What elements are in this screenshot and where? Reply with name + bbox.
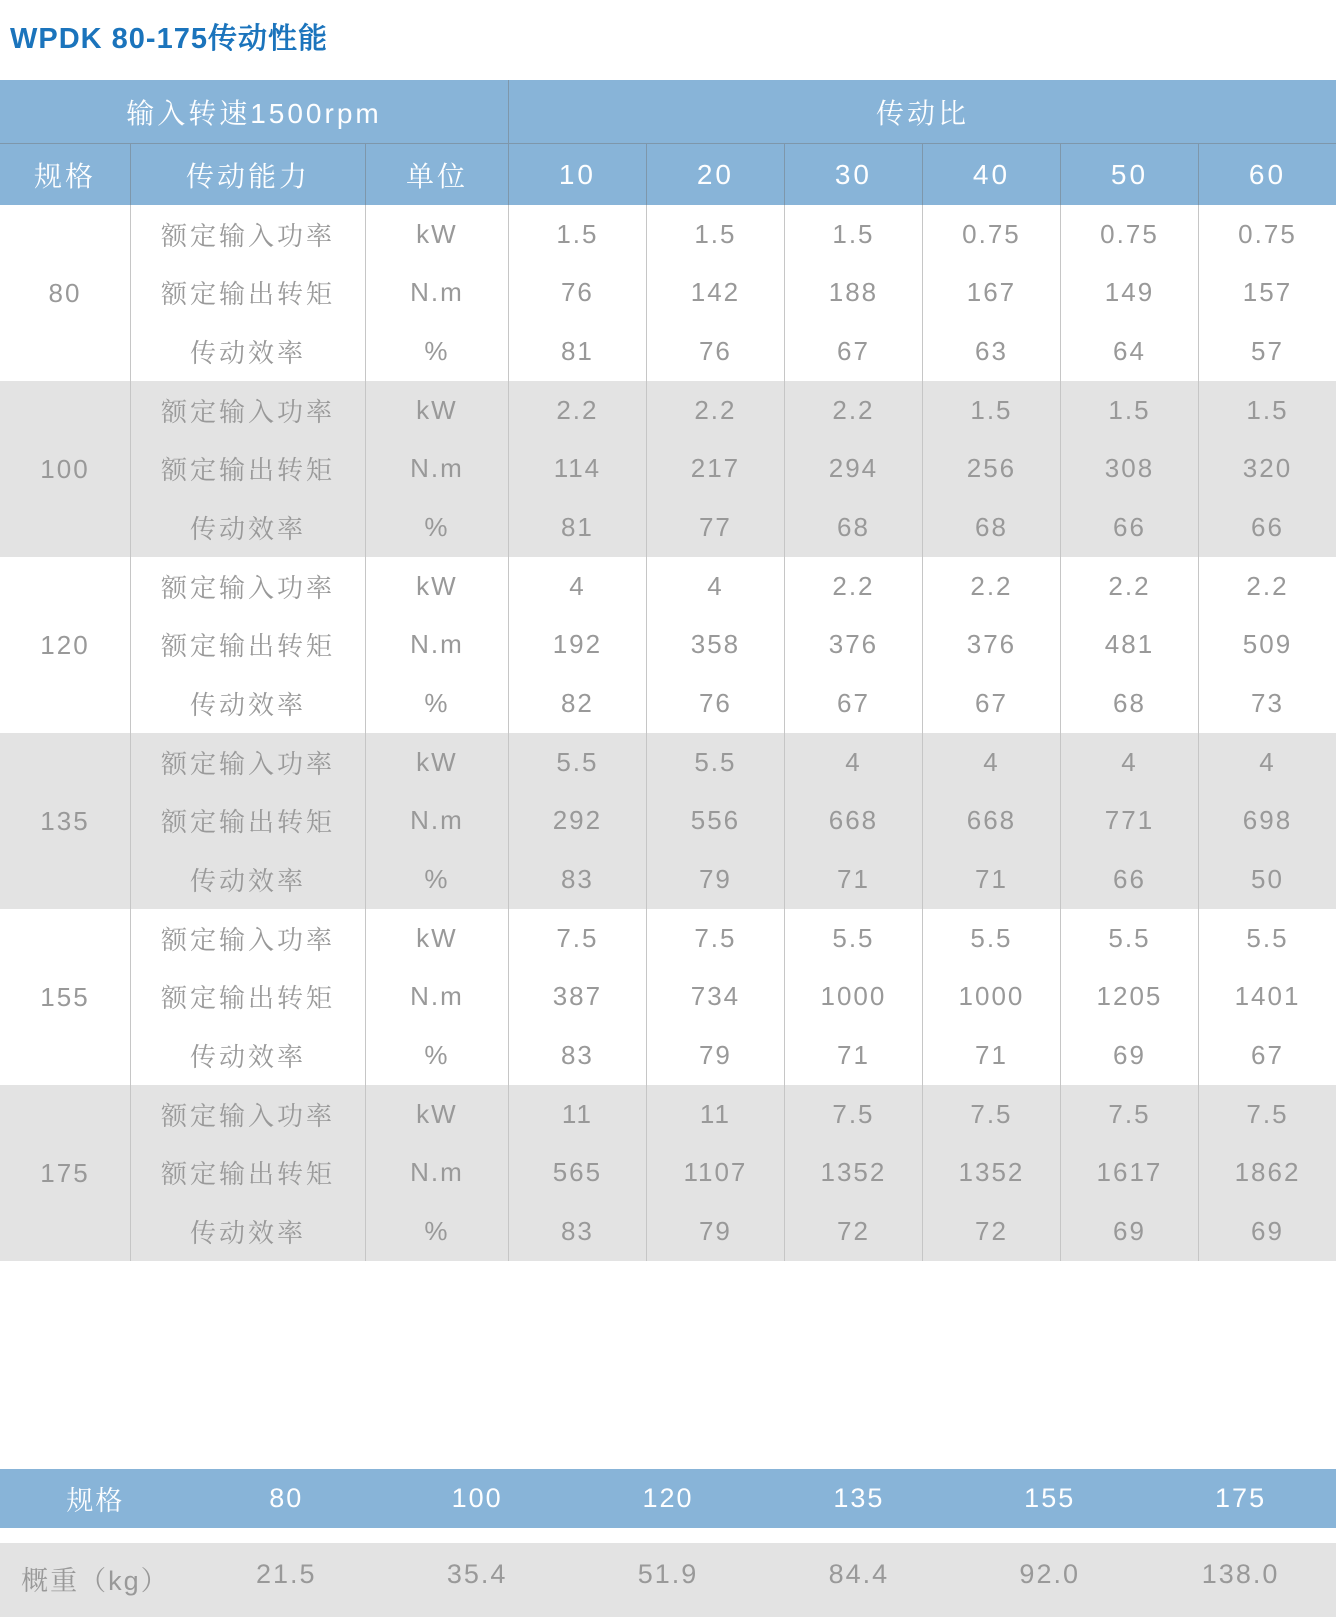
value-cell: 66	[1060, 498, 1198, 557]
unit-cell: N.m	[365, 616, 508, 675]
value-cell: 83	[508, 850, 646, 909]
row-label-input-power: 额定输入功率	[130, 1085, 365, 1144]
value-cell: 66	[1198, 498, 1336, 557]
value-cell: 11	[508, 1085, 646, 1144]
value-cell: 69	[1198, 1202, 1336, 1261]
value-cell: 1.5	[508, 205, 646, 264]
value-cell: 79	[646, 1026, 784, 1085]
unit-cell: N.m	[365, 1144, 508, 1203]
spec-number: 120	[40, 629, 90, 660]
value-cell: 67	[784, 322, 922, 381]
value-cell: 0.75	[922, 205, 1060, 264]
unit-cell: N.m	[365, 440, 508, 499]
value-cell: 64	[1060, 322, 1198, 381]
value-cell: 1352	[922, 1144, 1060, 1203]
value-cell: 1.5	[646, 205, 784, 264]
row-label-input-power: 额定输入功率	[130, 557, 365, 616]
row-label-efficiency: 传动效率	[130, 850, 365, 909]
ratio-header-40: 40	[922, 144, 1060, 205]
value-cell: 7.5	[1198, 1085, 1336, 1144]
ratio-group-header: 传动比	[508, 80, 1336, 144]
row-label-output-torque: 额定输出转矩	[130, 968, 365, 1027]
weight-spec-175: 175	[1215, 1483, 1267, 1513]
value-cell: 2.2	[784, 381, 922, 440]
value-cell: 4	[508, 557, 646, 616]
spec-number: 80	[48, 277, 82, 308]
value-cell: 565	[508, 1144, 646, 1203]
ratio-header-30: 30	[784, 144, 922, 205]
unit-cell: kW	[365, 1085, 508, 1144]
value-cell: 292	[508, 792, 646, 851]
weight-value-155: 92.0	[1019, 1559, 1080, 1589]
spec-block-135	[0, 733, 1336, 909]
value-cell: 734	[646, 968, 784, 1027]
value-cell: 294	[784, 440, 922, 499]
spec-block-80	[0, 205, 1336, 381]
value-cell: 71	[922, 1026, 1060, 1085]
ratio-header-20: 20	[646, 144, 784, 205]
row-label-output-torque: 额定输出转矩	[130, 440, 365, 499]
value-cell: 7.5	[1060, 1085, 1198, 1144]
row-label-output-torque: 额定输出转矩	[130, 792, 365, 851]
spec-block-155	[0, 909, 1336, 1085]
row-label-efficiency: 传动效率	[130, 322, 365, 381]
row-label-efficiency: 传动效率	[130, 1026, 365, 1085]
spec-block-100	[0, 381, 1336, 557]
value-cell: 142	[646, 264, 784, 323]
row-label-input-power: 额定输入功率	[130, 381, 365, 440]
weight-spec-80: 80	[269, 1483, 304, 1513]
unit-cell: %	[365, 1026, 508, 1085]
value-cell: 4	[1198, 733, 1336, 792]
value-cell: 71	[784, 850, 922, 909]
value-cell: 481	[1060, 616, 1198, 675]
value-cell: 167	[922, 264, 1060, 323]
value-cell: 76	[508, 264, 646, 323]
value-cell: 7.5	[784, 1085, 922, 1144]
value-cell: 1617	[1060, 1144, 1198, 1203]
value-cell: 5.5	[1198, 909, 1336, 968]
value-cell: 82	[508, 674, 646, 733]
unit-cell: kW	[365, 205, 508, 264]
value-cell: 50	[1198, 850, 1336, 909]
value-cell: 81	[508, 322, 646, 381]
value-cell: 4	[784, 733, 922, 792]
page-title: WPDK 80-175传动性能	[10, 23, 328, 55]
value-cell: 668	[922, 792, 1060, 851]
value-cell: 79	[646, 850, 784, 909]
weight-table	[0, 1469, 1336, 1617]
unit-cell: %	[365, 498, 508, 557]
spec-col-header: 规格	[33, 160, 96, 192]
spec-number: 100	[40, 453, 90, 484]
value-cell: 256	[922, 440, 1060, 499]
value-cell: 66	[1060, 850, 1198, 909]
weight-spec-100: 100	[451, 1483, 503, 1513]
value-cell: 0.75	[1198, 205, 1336, 264]
value-cell: 308	[1060, 440, 1198, 499]
value-cell: 157	[1198, 264, 1336, 323]
weight-spec-120: 120	[642, 1483, 694, 1513]
value-cell: 2.2	[784, 557, 922, 616]
value-cell: 376	[922, 616, 1060, 675]
value-cell: 1000	[922, 968, 1060, 1027]
value-cell: 771	[1060, 792, 1198, 851]
value-cell: 7.5	[646, 909, 784, 968]
value-cell: 77	[646, 498, 784, 557]
value-cell: 320	[1198, 440, 1336, 499]
weight-value-80: 21.5	[255, 1559, 317, 1589]
value-cell: 2.2	[1198, 557, 1336, 616]
value-cell: 1352	[784, 1144, 922, 1203]
weight-value-120: 51.9	[637, 1559, 699, 1589]
weight-value-135: 84.4	[828, 1559, 890, 1589]
value-cell: 71	[922, 850, 1060, 909]
value-cell: 76	[646, 674, 784, 733]
value-cell: 1205	[1060, 968, 1198, 1027]
row-label-output-torque: 额定输出转矩	[130, 616, 365, 675]
value-cell: 71	[784, 1026, 922, 1085]
unit-col-header: 单位	[365, 144, 508, 205]
value-cell: 5.5	[646, 733, 784, 792]
unit-cell: %	[365, 322, 508, 381]
value-cell: 1401	[1198, 968, 1336, 1027]
value-cell: 1.5	[784, 205, 922, 264]
weight-row-label: 概重（kg）	[21, 1566, 170, 1596]
row-label-input-power: 额定输入功率	[130, 909, 365, 968]
value-cell: 73	[1198, 674, 1336, 733]
value-cell: 1.5	[1060, 381, 1198, 440]
unit-cell: kW	[365, 557, 508, 616]
value-cell: 5.5	[508, 733, 646, 792]
value-cell: 556	[646, 792, 784, 851]
value-cell: 67	[922, 674, 1060, 733]
value-cell: 63	[922, 322, 1060, 381]
value-cell: 68	[1060, 674, 1198, 733]
value-cell: 188	[784, 264, 922, 323]
value-cell: 11	[646, 1085, 784, 1144]
value-cell: 72	[922, 1202, 1060, 1261]
value-cell: 0.75	[1060, 205, 1198, 264]
value-cell: 1107	[646, 1144, 784, 1203]
value-cell: 7.5	[922, 1085, 1060, 1144]
weight-value-175: 138.0	[1201, 1559, 1280, 1589]
value-cell: 72	[784, 1202, 922, 1261]
value-cell: 2.2	[1060, 557, 1198, 616]
spec-number: 175	[40, 1157, 90, 1188]
value-cell: 509	[1198, 616, 1336, 675]
ratio-header-60: 60	[1198, 144, 1336, 205]
main-table	[0, 80, 1336, 1261]
row-label-output-torque: 额定输出转矩	[130, 1144, 365, 1203]
value-cell: 376	[784, 616, 922, 675]
value-cell: 358	[646, 616, 784, 675]
value-cell: 114	[508, 440, 646, 499]
value-cell: 387	[508, 968, 646, 1027]
value-cell: 192	[508, 616, 646, 675]
value-cell: 2.2	[922, 557, 1060, 616]
value-cell: 1862	[1198, 1144, 1336, 1203]
unit-cell: N.m	[365, 264, 508, 323]
unit-cell: N.m	[365, 792, 508, 851]
value-cell: 4	[646, 557, 784, 616]
value-cell: 217	[646, 440, 784, 499]
value-cell: 67	[784, 674, 922, 733]
value-cell: 4	[922, 733, 1060, 792]
ratio-header-50: 50	[1060, 144, 1198, 205]
capacity-col-header: 传动能力	[130, 144, 365, 205]
weight-spec-155: 155	[1024, 1483, 1076, 1513]
value-cell: 4	[1060, 733, 1198, 792]
weight-row	[0, 1543, 1336, 1617]
value-cell: 83	[508, 1202, 646, 1261]
weight-value-100: 35.4	[446, 1559, 508, 1589]
weight-spec-header: 规格	[66, 1486, 125, 1516]
value-cell: 81	[508, 498, 646, 557]
ratio-header-10: 10	[508, 144, 646, 205]
value-cell: 1000	[784, 968, 922, 1027]
unit-cell: kW	[365, 381, 508, 440]
value-cell: 5.5	[922, 909, 1060, 968]
spec-block-175	[0, 1085, 1336, 1261]
row-label-efficiency: 传动效率	[130, 1202, 365, 1261]
row-label-output-torque: 额定输出转矩	[130, 264, 365, 323]
unit-cell: %	[365, 674, 508, 733]
value-cell: 67	[1198, 1026, 1336, 1085]
value-cell: 5.5	[784, 909, 922, 968]
value-cell: 2.2	[646, 381, 784, 440]
unit-cell: N.m	[365, 968, 508, 1027]
value-cell: 79	[646, 1202, 784, 1261]
value-cell: 83	[508, 1026, 646, 1085]
input-speed-header: 输入转速1500rpm	[0, 80, 508, 144]
value-cell: 57	[1198, 322, 1336, 381]
unit-cell: %	[365, 1202, 508, 1261]
main-table-header	[0, 80, 1336, 205]
row-label-input-power: 额定输入功率	[130, 733, 365, 792]
value-cell: 76	[646, 322, 784, 381]
unit-cell: %	[365, 850, 508, 909]
value-cell: 1.5	[922, 381, 1060, 440]
spec-number: 135	[40, 805, 90, 836]
value-cell: 2.2	[508, 381, 646, 440]
value-cell: 68	[784, 498, 922, 557]
row-label-efficiency: 传动效率	[130, 498, 365, 557]
value-cell: 5.5	[1060, 909, 1198, 968]
unit-cell: kW	[365, 733, 508, 792]
value-cell: 149	[1060, 264, 1198, 323]
spec-number: 155	[40, 981, 90, 1012]
value-cell: 68	[922, 498, 1060, 557]
value-cell: 69	[1060, 1202, 1198, 1261]
spec-block-120	[0, 557, 1336, 733]
value-cell: 698	[1198, 792, 1336, 851]
row-label-input-power: 额定输入功率	[130, 205, 365, 264]
value-cell: 7.5	[508, 909, 646, 968]
weight-spec-135: 135	[833, 1483, 885, 1513]
unit-cell: kW	[365, 909, 508, 968]
weight-table-header	[0, 1469, 1336, 1528]
row-label-efficiency: 传动效率	[130, 674, 365, 733]
value-cell: 1.5	[1198, 381, 1336, 440]
value-cell: 668	[784, 792, 922, 851]
value-cell: 69	[1060, 1026, 1198, 1085]
